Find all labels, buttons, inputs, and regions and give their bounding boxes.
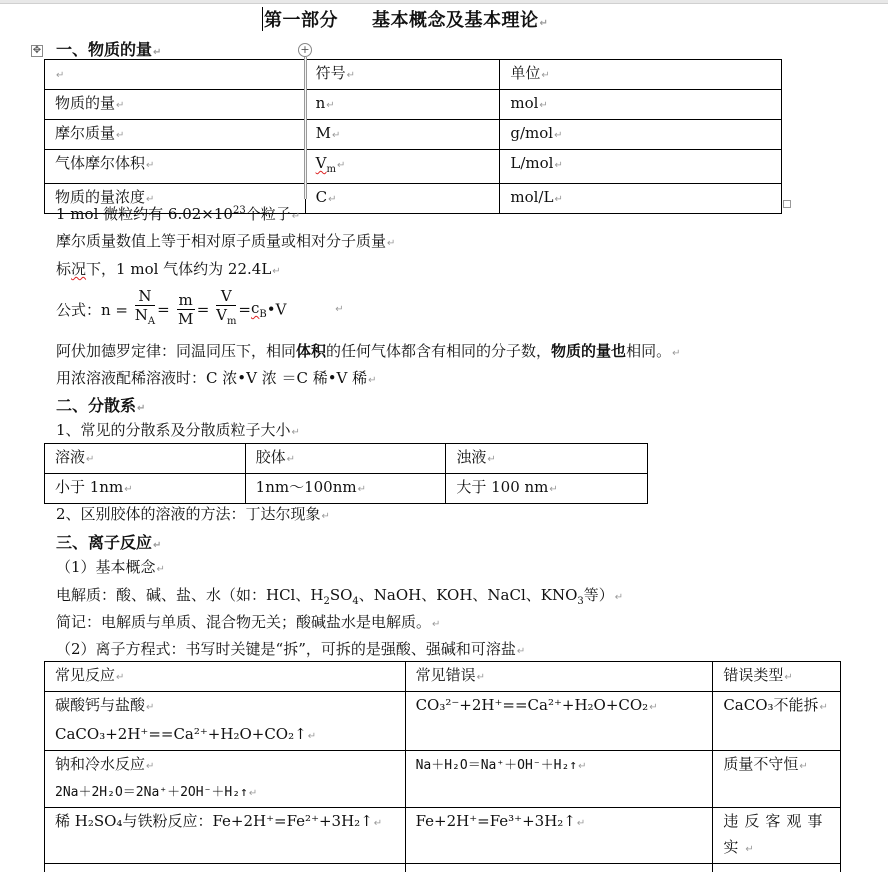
paragraph-mark-icon: ↵ xyxy=(432,619,441,630)
table-row xyxy=(45,808,841,864)
paragraph-mark-icon: ↵ xyxy=(248,788,258,799)
table-header-row xyxy=(45,662,841,692)
paragraph-mark-icon: ↵ xyxy=(137,403,146,414)
table-cell[interactable]: 质量不守恒↵ xyxy=(713,751,841,808)
paragraph-mark-icon: ↵ xyxy=(326,100,335,111)
paragraph-mark-icon: ↵ xyxy=(357,484,366,495)
table-cell[interactable]: M↵ xyxy=(305,120,500,150)
paragraph-mark-icon: ↵ xyxy=(672,348,681,359)
note-line: 简记：电解质与单质、混合物无关；酸碱盐水是电解质。↵ xyxy=(56,613,441,631)
paragraph-mark-icon: ↵ xyxy=(516,646,526,657)
paragraph-mark-icon: ↵ xyxy=(745,844,760,855)
paragraph-mark-icon: ↵ xyxy=(476,672,485,683)
paragraph-mark-icon: ↵ xyxy=(291,211,301,222)
paragraph-mark-icon: ↵ xyxy=(387,238,396,249)
page-title xyxy=(262,6,548,32)
table-cell[interactable]: 常见错误↵ xyxy=(405,662,713,692)
table-cell[interactable]: Na＋H₂O＝Na⁺＋OH⁻＋H₂↑↵ xyxy=(405,751,713,808)
paragraph-mark-icon: ↵ xyxy=(336,160,346,171)
table-cell[interactable]: 错误类型↵ xyxy=(713,662,841,692)
text-line: 1 mol 微粒约有 $6.02\times 10^{23}$个粒子↵ xyxy=(56,205,301,223)
paragraph-mark-icon: ↵ xyxy=(86,454,95,465)
spellcheck-underlined-text[interactable]: $V_m$ xyxy=(315,154,336,175)
section-heading-3: 三、离子反应↵ xyxy=(56,533,162,552)
paragraph-mark-icon: ↵ xyxy=(554,194,563,205)
paragraph-mark-icon: ↵ xyxy=(146,702,155,713)
table-cell[interactable]: n↵ xyxy=(305,90,500,120)
paragraph-mark-icon: ↵ xyxy=(156,564,165,575)
fraction: $\frac{V}{V_m}$ xyxy=(216,287,237,327)
subheading: （1）基本概念↵ xyxy=(56,558,165,576)
text-line: 标况下，1 mol 气体约为 22.4L↵ xyxy=(56,260,281,278)
spellcheck-underlined-text[interactable]: $c_B$ xyxy=(251,299,267,320)
heading-text: 一、物质的量 xyxy=(56,40,153,59)
formula-line: 公式：n = $\frac{N}{N_A}$ = $\frac{m}{M}$ = $\frac{V}{V_m}$ $=c_B•V$ ↵ xyxy=(56,288,344,331)
table-cell[interactable]: 胶体↵ xyxy=(245,444,446,474)
title-main: 基本概念及基本理论 xyxy=(372,10,539,31)
table-move-handle-icon[interactable]: ✥ xyxy=(32,45,42,56)
table-row xyxy=(45,150,782,184)
ruler-edge xyxy=(0,0,888,4)
paragraph-mark-icon: ↵ xyxy=(541,70,550,81)
paragraph-mark-icon: ↵ xyxy=(124,484,133,495)
fraction: $\frac{N}{N_A}$ xyxy=(134,287,156,327)
subheading: 2、区别胶体的溶液的方法：丁达尔现象↵ xyxy=(56,505,330,523)
section-heading-1 xyxy=(56,37,161,60)
section-heading-2: 二、分散系↵ xyxy=(56,396,146,415)
text-line: 摩尔质量数值上等于相对原子质量或相对分子质量↵ xyxy=(56,232,396,250)
paragraph-mark-icon: ↵ xyxy=(56,70,65,81)
paragraph-mark-icon: ↵ xyxy=(576,818,586,829)
table-cell[interactable]: L/mol↵ xyxy=(500,150,782,184)
paragraph-mark-icon: ↵ xyxy=(291,427,300,438)
table-cell[interactable]: 符号↵ xyxy=(305,60,500,90)
table-cell[interactable] xyxy=(305,150,500,184)
paragraph-mark-icon: ↵ xyxy=(549,484,558,495)
table-cell[interactable]: 稀 H₂SO₄与铁粉反应：Fe+2H⁺=Fe²⁺+3H₂↑↵ xyxy=(45,808,406,864)
paragraph-mark-icon: ↵ xyxy=(286,454,296,465)
table-cell[interactable] xyxy=(45,60,306,90)
paragraph-mark-icon: ↵ xyxy=(153,540,162,551)
paragraph-mark-icon: ↵ xyxy=(146,194,155,205)
paragraph-mark-icon: ↵ xyxy=(116,130,125,141)
electrolyte-definition: 电解质：酸、碱、盐、水（如：HCl、$H_2SO_4$、NaOH、KOH、NaCl、$KNO_3$等）↵ xyxy=(56,586,624,607)
table-row xyxy=(45,120,782,150)
table-cell[interactable]: 1nm～100nm↵ xyxy=(245,474,446,504)
paragraph-mark-icon: ↵ xyxy=(272,266,281,277)
table-cell[interactable] xyxy=(405,864,713,872)
text-cursor xyxy=(262,7,263,31)
quantity-table xyxy=(44,59,782,214)
paragraph-mark-icon: ↵ xyxy=(784,672,793,683)
table-resize-handle-icon[interactable] xyxy=(783,200,791,208)
table-cell[interactable]: 物质的量↵ xyxy=(45,90,306,120)
table-cell[interactable]: C↵ xyxy=(305,184,500,214)
table-cell[interactable]: 气体摩尔体积↵ xyxy=(45,150,306,184)
paragraph-mark-icon: ↵ xyxy=(328,194,337,205)
table-cell[interactable]: 摩尔质量↵ xyxy=(45,120,306,150)
table-row xyxy=(45,692,841,751)
paragraph-mark-icon: ↵ xyxy=(373,818,383,829)
table-cell[interactable]: 钠和冷水反应↵ 2Na＋2H₂O＝2Na⁺＋2OH⁻＋H₂↑↵ xyxy=(45,751,406,808)
table-header-row xyxy=(45,60,782,90)
title-part: 第一部分 xyxy=(264,10,338,31)
paragraph-mark-icon: ↵ xyxy=(116,672,125,683)
table-cell[interactable]: 小于 1nm↵ xyxy=(45,474,246,504)
table-cell[interactable] xyxy=(45,864,406,872)
table-row xyxy=(45,864,841,872)
table-cell[interactable]: 溶液↵ xyxy=(45,444,246,474)
table-row xyxy=(45,474,648,504)
paragraph-mark-icon: ↵ xyxy=(368,375,377,386)
paragraph-mark-icon: ↵ xyxy=(539,100,548,111)
table-cell[interactable]: 大于 100 nm↵ xyxy=(446,474,648,504)
table-cell[interactable]: 违反客观事实↵ xyxy=(713,808,841,864)
table-cell[interactable]: CO₃²⁻+2H⁺==Ca²⁺+H₂O+CO₂↵ xyxy=(405,692,713,751)
paragraph-mark-icon: ↵ xyxy=(321,511,330,522)
column-resize-guide[interactable] xyxy=(304,57,307,199)
ionic-equation-table xyxy=(44,661,841,872)
paragraph-mark-icon: ↵ xyxy=(146,761,155,772)
paragraph-mark-icon: ↵ xyxy=(487,454,496,465)
subheading: 1、常见的分散系及分散质粒子大小↵ xyxy=(56,421,300,439)
paragraph-mark-icon: ↵ xyxy=(146,160,155,171)
dilution-rule: 用浓溶液配稀溶液时：C 浓•V 浓 ＝C 稀•V 稀↵ xyxy=(56,369,377,387)
table-cell[interactable]: 碳酸钙与盐酸↵ CaCO₃+2H⁺==Ca²⁺+H₂O+CO₂↑↵ xyxy=(45,692,406,751)
insert-column-icon[interactable]: + xyxy=(298,43,312,57)
table-cell[interactable]: g/mol↵ xyxy=(500,120,782,150)
table-row xyxy=(45,90,782,120)
table-cell[interactable]: mol↵ xyxy=(500,90,782,120)
table-cell[interactable]: 单位↵ xyxy=(500,60,782,90)
paragraph-mark-icon: ↵ xyxy=(335,304,344,315)
table-cell[interactable]: 常见反应↵ xyxy=(45,662,406,692)
paragraph-mark-icon: ↵ xyxy=(614,592,624,603)
paragraph-mark-icon: ↵ xyxy=(153,47,162,58)
table-cell[interactable]: CaCO₃不能拆↵ xyxy=(713,692,841,751)
spellcheck-underlined-text[interactable]: 况 xyxy=(71,260,87,278)
table-row xyxy=(45,751,841,808)
paragraph-mark-icon: ↵ xyxy=(649,702,658,713)
paragraph-mark-icon: ↵ xyxy=(116,100,125,111)
paragraph-mark-icon: ↵ xyxy=(819,702,828,713)
avogadro-law: 阿伏加德罗定律：同温同压下，相同体积的任何气体都含有相同的分子数，物质的量也相同。↵ xyxy=(56,342,681,360)
paragraph-mark-icon: ↵ xyxy=(539,18,549,29)
table-header-row xyxy=(45,444,648,474)
paragraph-mark-icon: ↵ xyxy=(799,761,808,772)
paragraph-mark-icon: ↵ xyxy=(554,160,563,171)
table-cell[interactable]: 浊液↵ xyxy=(446,444,648,474)
paragraph-mark-icon: ↵ xyxy=(578,761,587,772)
table-cell[interactable]: mol/L↵ xyxy=(500,184,782,214)
fraction: $\frac{m}{M}$ xyxy=(177,290,194,328)
table-cell[interactable] xyxy=(713,864,841,872)
paragraph-mark-icon: ↵ xyxy=(554,130,563,141)
paragraph-mark-icon: ↵ xyxy=(307,731,317,742)
subheading: （2）离子方程式：书写时关键是“拆”，可拆的是强酸、强碱和可溶盐↵ xyxy=(56,640,526,658)
paragraph-mark-icon: ↵ xyxy=(346,70,356,81)
paragraph-mark-icon: ↵ xyxy=(331,130,341,141)
table-cell[interactable]: Fe+2H⁺=Fe³⁺+3H₂↑↵ xyxy=(405,808,713,864)
table-cell[interactable]: 物质的量浓度↵ xyxy=(45,184,306,214)
dispersion-table xyxy=(44,443,648,504)
